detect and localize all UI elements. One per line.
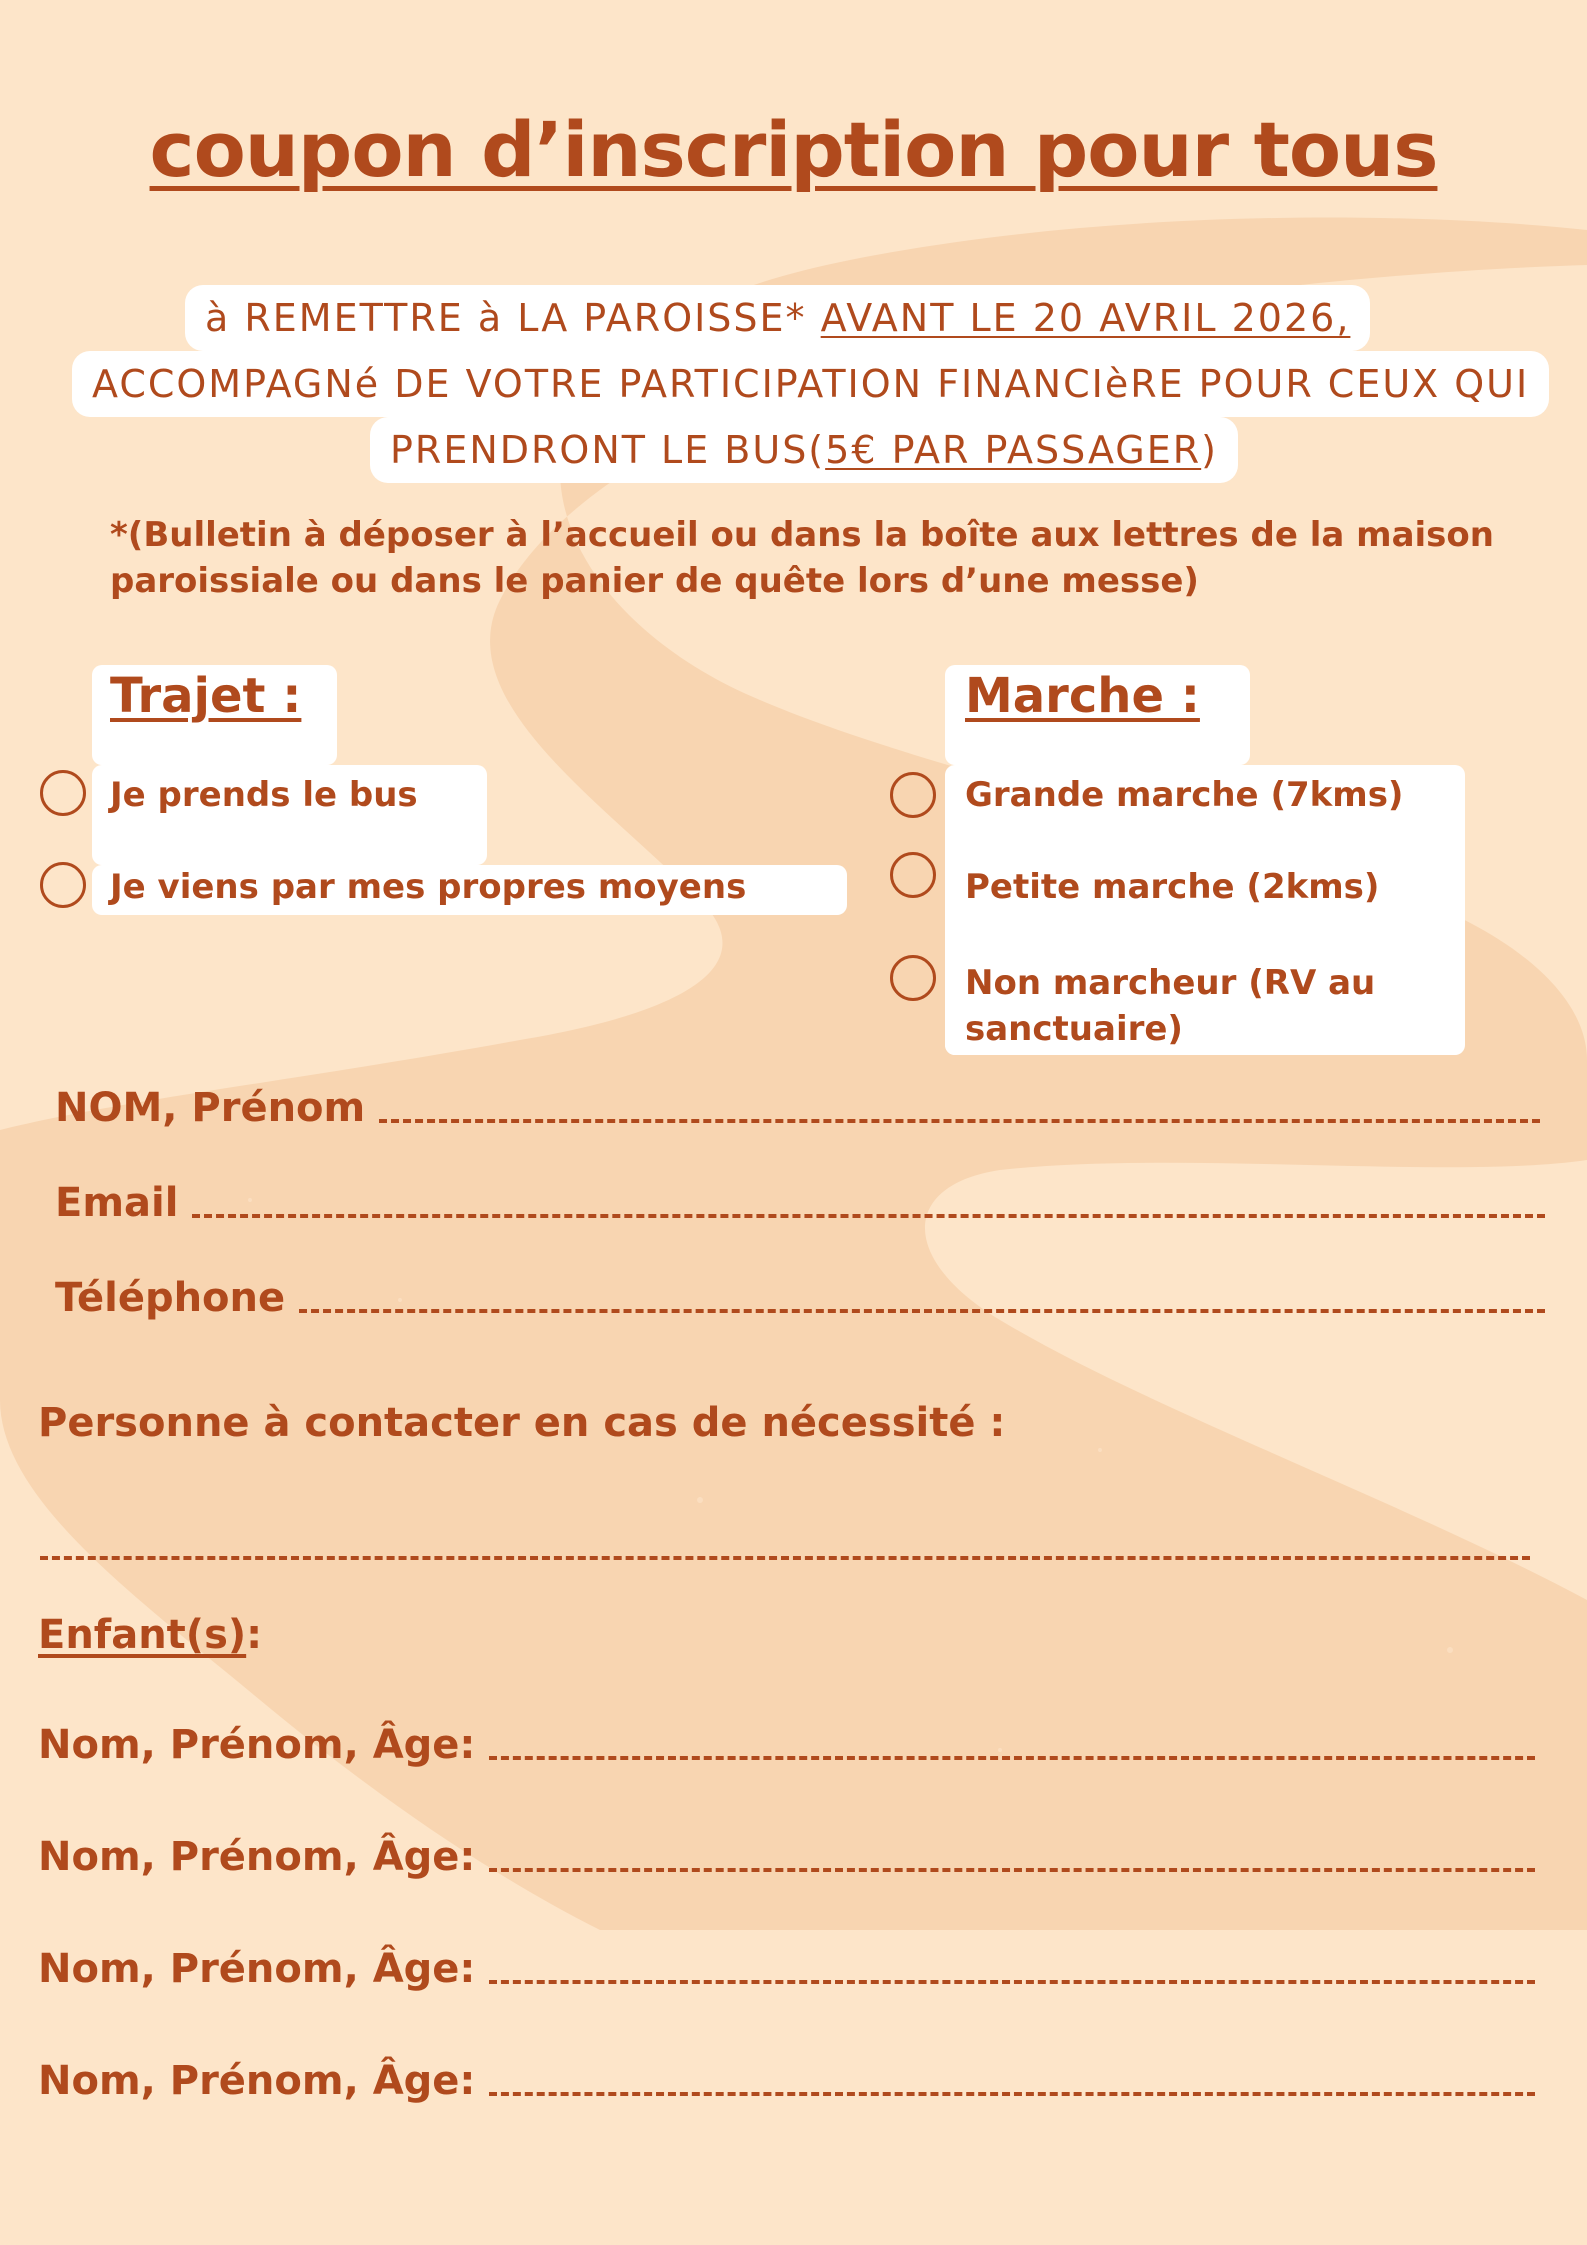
- child-line-4[interactable]: [489, 2092, 1535, 2096]
- child-label-1: Nom, Prénom, Âge:: [38, 1722, 476, 1768]
- child-line-2[interactable]: [489, 1868, 1535, 1872]
- trajet-option-own-means: Je viens par mes propres moyens: [110, 867, 747, 907]
- child-field-2[interactable]: [38, 1834, 1535, 1880]
- child-label-3: Nom, Prénom, Âge:: [38, 1946, 476, 1992]
- contact-line[interactable]: [40, 1556, 1530, 1560]
- telephone-line[interactable]: [299, 1309, 1545, 1313]
- marche-option-grande: Grande marche (7kms): [965, 775, 1404, 815]
- instructions-line-1: [185, 285, 1370, 351]
- child-field-4[interactable]: [38, 2058, 1535, 2104]
- drop-off-note: *(Bulletin à déposer à l’accueil ou dans la boîte aux lettres de la maison paroissiale ou dans le panier de quête lors d’une messe): [110, 515, 1494, 601]
- radio-bus[interactable]: [40, 770, 86, 816]
- child-field-3[interactable]: [38, 1946, 1535, 1992]
- trajet-option-bus: Je prends le bus: [110, 775, 418, 815]
- marche-option-petite: Petite marche (2kms): [965, 867, 1380, 907]
- instructions-bus-text: PRENDRONT LE BUS(: [390, 428, 826, 472]
- radio-petite-marche[interactable]: [890, 852, 936, 898]
- enfants-title-colon: :: [246, 1612, 263, 1658]
- child-label-2: Nom, Prénom, Âge:: [38, 1834, 476, 1880]
- radio-grande-marche[interactable]: [890, 772, 936, 818]
- nom-prenom-label: NOM, Prénom: [55, 1085, 366, 1131]
- nom-prenom-field[interactable]: [55, 1085, 1540, 1131]
- instructions-line-2: ACCOMPAGNé DE VOTRE PARTICIPATION FINANCIèRE POUR CEUX QUI: [72, 351, 1549, 417]
- instructions-price: 5€ PAR PASSAGER: [825, 428, 1202, 472]
- marche-option-non-marcheur: Non marcheur (RV au sanctuaire): [965, 963, 1376, 1049]
- enfants-title-text: Enfant(s): [38, 1612, 247, 1658]
- child-line-3[interactable]: [489, 1980, 1535, 1984]
- instructions-deadline: AVANT LE 20 AVRIL 2026,: [820, 296, 1351, 340]
- page-title: coupon d’inscription pour tous: [149, 105, 1438, 194]
- instructions-recipient: à REMETTRE à LA PAROISSE*: [205, 296, 807, 340]
- email-field[interactable]: [55, 1180, 1545, 1226]
- child-line-1[interactable]: [489, 1756, 1535, 1760]
- child-field-1[interactable]: [38, 1722, 1535, 1768]
- child-label-4: Nom, Prénom, Âge:: [38, 2058, 476, 2104]
- marche-title: Marche :: [965, 668, 1200, 724]
- trajet-title: Trajet :: [110, 668, 302, 724]
- telephone-label: Téléphone: [55, 1275, 286, 1321]
- radio-non-marcheur[interactable]: [890, 955, 936, 1001]
- instructions-paren: ): [1201, 428, 1218, 472]
- radio-own-means[interactable]: [40, 862, 86, 908]
- nom-prenom-line[interactable]: [379, 1119, 1540, 1123]
- email-label: Email: [55, 1180, 179, 1226]
- instructions-line-3: [370, 417, 1238, 483]
- enfants-title: [38, 1612, 262, 1658]
- telephone-field[interactable]: [55, 1275, 1545, 1321]
- email-line[interactable]: [192, 1214, 1545, 1218]
- contact-label: Personne à contacter en cas de nécessité :: [38, 1400, 1006, 1446]
